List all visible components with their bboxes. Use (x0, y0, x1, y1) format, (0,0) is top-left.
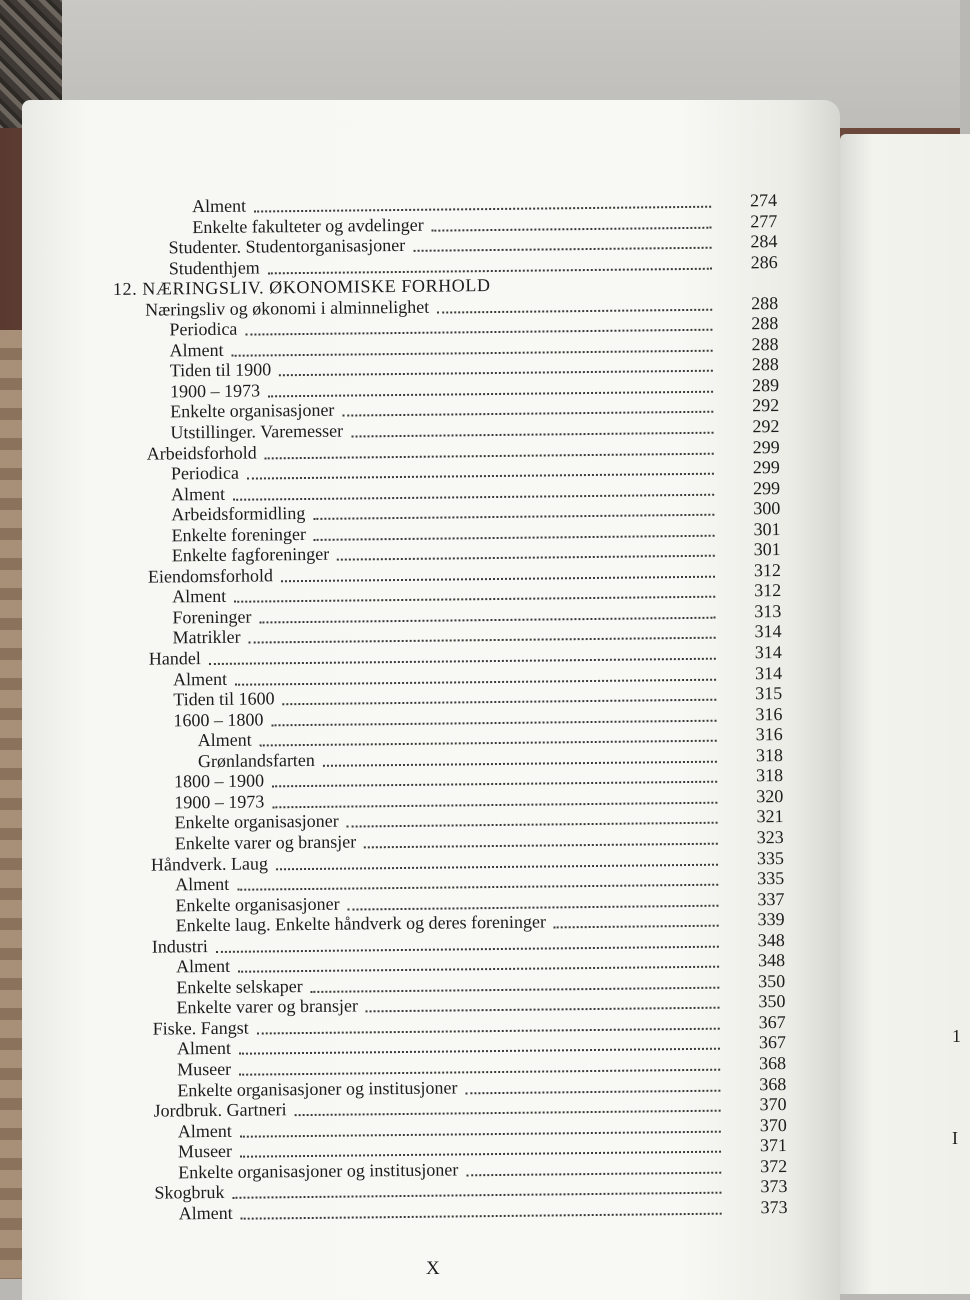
page-number: 367 (758, 1032, 786, 1053)
entry-label: Alment (177, 1120, 232, 1141)
entry-label: Alment (178, 1202, 233, 1224)
entry-label: Alment (175, 956, 231, 977)
page-numeral: X (426, 1258, 440, 1279)
entry-label: 1900 – 1973 (174, 791, 265, 813)
right-page-fragment: 1 (952, 1026, 961, 1046)
entry-label: Periodica (170, 462, 239, 484)
page-number: 350 (758, 970, 786, 992)
page-number: 373 (760, 1196, 788, 1218)
entry-label: Enkelte organisasjoner (174, 811, 339, 833)
table-of-contents (112, 190, 788, 1224)
page-number: 301 (753, 539, 781, 560)
page-number: 312 (754, 580, 782, 601)
page-number: 368 (759, 1052, 787, 1074)
entry-label: Jordbruk. Gartneri (153, 1099, 287, 1121)
entry-label: 1800 – 1900 (174, 770, 265, 792)
entry-label: Museer (177, 1058, 232, 1080)
entry-label: Arbeidsformidling (171, 503, 306, 525)
book-cover-edge (0, 330, 22, 1279)
entry-label: Alment (172, 586, 227, 607)
entry-label: Museer (177, 1140, 233, 1162)
entry-label: Industri (151, 935, 208, 957)
entry-label: Fiske. Fangst (152, 1017, 249, 1039)
page-number: 277 (750, 210, 778, 231)
entry-label: Enkelte organisasjoner og institusjoner (178, 1159, 459, 1183)
page-number: 299 (752, 436, 780, 457)
page-number: 316 (755, 703, 783, 724)
page-number: 335 (756, 847, 785, 868)
entry-label: Alment (171, 483, 226, 505)
entry-label: Enkelte fagforeninger (171, 544, 330, 566)
page-number: 373 (760, 1176, 788, 1197)
page-number: 288 (751, 354, 779, 375)
page-number: 321 (756, 806, 784, 827)
entry-label: Enkelte organisasjoner og institusjoner (177, 1076, 458, 1100)
entry-label: Enkelte selskaper (176, 975, 303, 998)
page-number: 318 (755, 744, 783, 766)
page-number: 289 (751, 374, 780, 396)
entry-label: Tiden til 1900 (169, 359, 272, 381)
entry-label: Enkelte varer og bransjer (174, 831, 357, 854)
page-number: 371 (759, 1135, 788, 1156)
entry-label: Skogbruk (154, 1182, 225, 1203)
page-number: 292 (752, 416, 780, 437)
dot-leader (268, 247, 712, 274)
page-number: 312 (753, 559, 782, 581)
entry-label: Matrikler (172, 627, 241, 648)
page-number: 323 (756, 826, 784, 848)
entry-label: Tiden til 1600 (173, 688, 275, 710)
page-number: 318 (755, 765, 784, 786)
entry-label: Enkelte fakulteter og avdelinger (192, 214, 424, 237)
page-number: 314 (754, 621, 782, 642)
page-number: 313 (754, 600, 782, 622)
page-number: 335 (757, 868, 785, 889)
entry-label: Alment (191, 195, 247, 217)
page-number: 315 (755, 683, 783, 704)
page-number: 316 (755, 724, 783, 745)
page-number: 337 (757, 888, 785, 909)
entry-label: Studenter. Studentorganisasjoner (168, 235, 406, 258)
entry-label: 1900 – 1973 (169, 380, 261, 402)
entry-label: Utstillinger. Varemesser (170, 420, 344, 443)
entry-label: Enkelte laug. Enkelte håndverk og deres foreninger (175, 911, 547, 936)
right-page (840, 134, 970, 1294)
entry-label: Handel (148, 648, 201, 669)
page-number: 292 (752, 395, 780, 416)
page-number: 348 (757, 929, 785, 950)
page-number: 314 (754, 662, 783, 683)
page-number: 367 (758, 1011, 786, 1033)
entry-label: Alment (176, 1038, 232, 1059)
page-number: 274 (749, 190, 778, 211)
entry-label: Alment (169, 339, 224, 361)
page-number: 286 (750, 251, 778, 272)
page-number: 288 (751, 333, 779, 355)
page-number: 300 (753, 498, 781, 519)
entry-label: Alment (197, 729, 252, 751)
page-number: 368 (759, 1073, 787, 1094)
page-number: 370 (759, 1094, 787, 1115)
page-number: 284 (750, 231, 778, 252)
entry-label: Arbeidsforhold (146, 442, 257, 464)
page-number: 339 (757, 909, 785, 930)
page-number: 350 (758, 991, 786, 1012)
page-number: 288 (751, 292, 779, 314)
page-number: 320 (756, 785, 784, 807)
entry-label: Enkelte varer og bransjer (176, 995, 359, 1018)
page-number: 299 (752, 457, 780, 478)
page-number: 370 (759, 1114, 787, 1135)
dot-leader (240, 1192, 721, 1219)
entry-label: Enkelte organisasjoner (175, 893, 340, 915)
page-number: 372 (760, 1155, 788, 1176)
entry-label: Enkelte foreninger (171, 523, 307, 546)
entry-label: Periodica (169, 318, 238, 340)
entry-label: Næringsliv og økonomi i alminnelighet (145, 296, 430, 320)
entry-label: Håndverk. Laug (150, 852, 269, 875)
entry-label: Alment (172, 668, 228, 689)
entry-label: Enkelte organisasjoner (170, 400, 335, 422)
entry-label: Eiendomsforhold (147, 565, 274, 587)
entry-label: Studenthjem (168, 257, 260, 279)
entry-label: Foreninger (172, 606, 252, 628)
page-number: 301 (753, 518, 781, 540)
entry-label: Grønlandsfarten (197, 749, 315, 771)
right-page-fragment: I (952, 1128, 958, 1148)
entry-label: 1600 – 1800 (173, 709, 264, 731)
page-number: 299 (752, 477, 781, 498)
page-number: 348 (757, 950, 786, 971)
page-number: 288 (751, 313, 779, 334)
page-number: 314 (754, 642, 782, 663)
chapter-title: 12. NÆRINGSLIV. ØKONOMISKE FORHOLD (112, 275, 491, 300)
entry-label: Alment (175, 873, 230, 895)
